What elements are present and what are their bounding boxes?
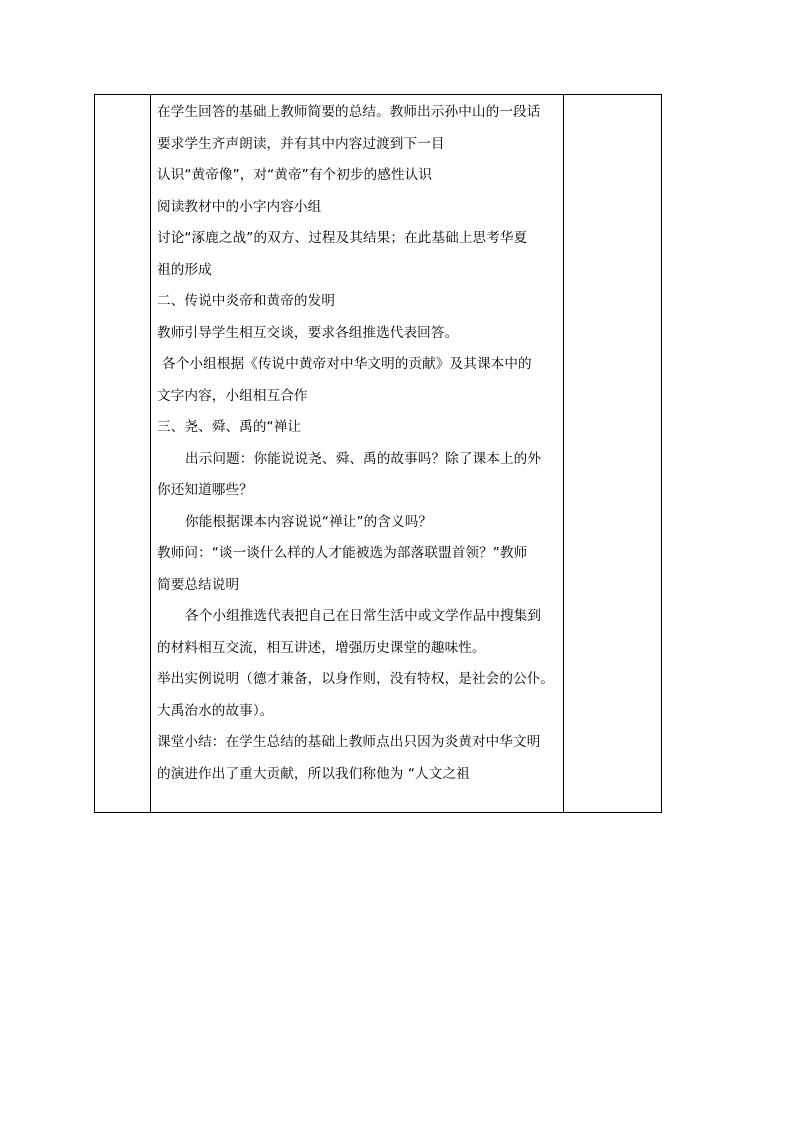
text-line: 文字内容，小组相互合作 <box>157 387 308 404</box>
text-line: 教师问：“谈一谈什么样的人才能被选为部落联盟首领？”教师 <box>157 545 528 561</box>
text-line: 要求学生齐声朗读，并有其中内容过渡到下一目 <box>157 135 445 152</box>
text-line: 你能根据课本内容说说“禅让”的含义吗？ <box>185 513 433 530</box>
text-line: 你还知道哪些？ <box>157 482 253 498</box>
text-line: 阅读教材中的小字内容小组 <box>157 198 322 215</box>
left-column-cell <box>95 95 151 812</box>
text-line: 祖的形成 <box>157 261 212 278</box>
text-line: 大禹治水的故事）。 <box>157 702 274 719</box>
text-line: 各个小组推选代表把自己在日常生活中或文学作品中搜集到 <box>185 608 542 624</box>
section-heading: 三、尧、舜、禹的“禅让 <box>157 419 302 435</box>
text-line: 举出实例说明（德才兼备，以身作则，没有特权，是社会的公仆。 <box>157 671 555 687</box>
teaching-process-text <box>157 95 558 790</box>
text-line: 出示问题：你能说说尧、舜、禹的故事吗？除了课本上的外 <box>185 450 542 467</box>
text-line: 在学生回答的基础上教师简要的总结。教师出示孙中山的一段话 <box>157 104 541 120</box>
text-line: 课堂小结：在学生总结的基础上教师点出只因为炎黄对中华文明 <box>157 734 541 750</box>
text-line: 的材料相互交流，相互讲述，增强历史课堂的趣味性。 <box>157 639 486 656</box>
right-column-cell <box>564 95 661 812</box>
lesson-plan-table <box>94 94 662 813</box>
text-line: 简要总结说明 <box>157 576 240 593</box>
text-line: 各个小组根据《传说中黄帝对中华文明的贡献》及其课本中的 <box>162 356 532 372</box>
text-line: 教师引导学生相互交谈，要求各组推选代表回答。 <box>157 324 459 341</box>
text-line: 的演进作出了重大贡献，所以我们称他为 “人文之祖 <box>157 765 470 782</box>
teaching-process-cell <box>151 95 564 812</box>
text-line: 认识“黄帝像”，对“黄帝”有个初步的感性认识 <box>157 167 433 183</box>
text-line: 讨论“涿鹿之战”的双方、过程及其结果；在此基础上思考华夏 <box>157 230 528 246</box>
section-heading: 二、传说中炎帝和黄帝的发明 <box>157 293 336 309</box>
